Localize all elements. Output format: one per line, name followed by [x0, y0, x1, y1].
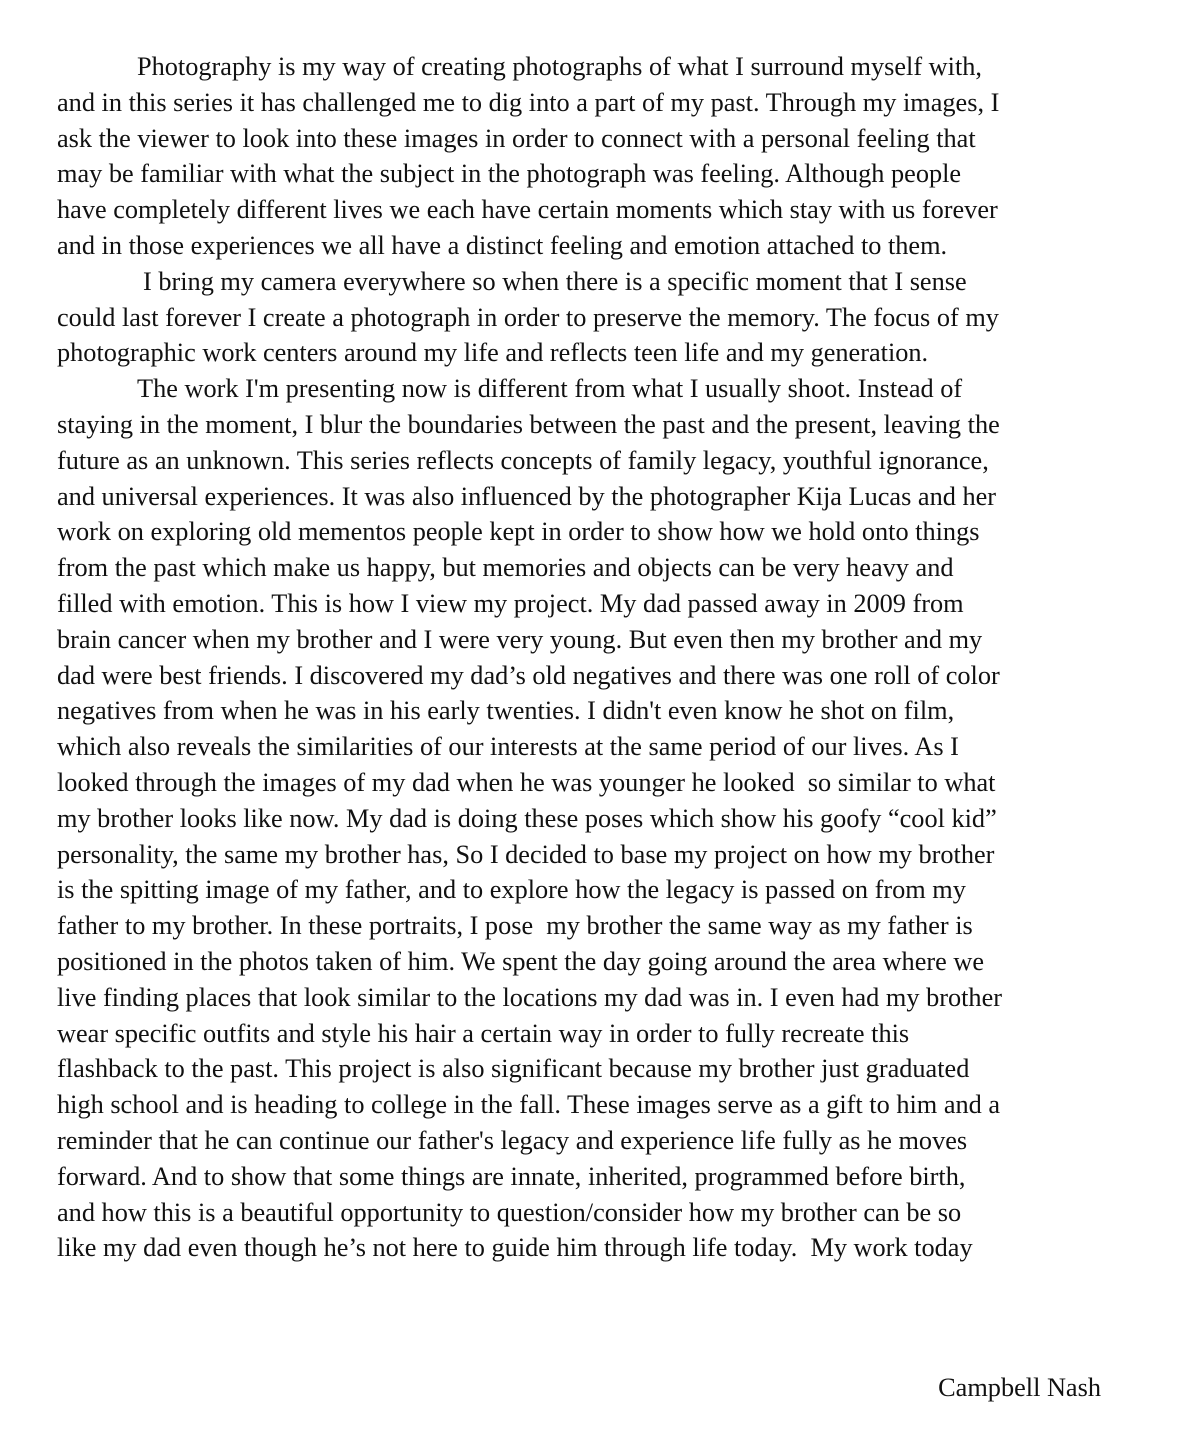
paragraph-3-line-15: is the spitting image of my father, and to explore how the legacy is passed on from my [57, 875, 966, 905]
paragraph-3-line-16: father to my brother. In these portraits, I pose my brother the same way as my father is [57, 911, 973, 941]
paragraph-3-line-12: looked through the images of my dad when he was younger he looked so similar to what [57, 767, 996, 797]
paragraph-3-line-11: which also reveals the similarities of our interests at the same period of our lives. As I [57, 732, 959, 762]
paragraph-3-line-7: filled with emotion. This is how I view my project. My dad passed away in 2009 from [57, 588, 964, 618]
paragraph-1-line-5: have completely different lives we each have certain moments which stay with us forever [57, 195, 998, 225]
paragraph-3-line-19: wear specific outfits and style his hair a certain way in order to fully recreate this [57, 1018, 910, 1048]
author-signature: Campbell Nash [938, 1373, 1101, 1402]
paragraph-3-line-3: future as an unknown. This series reflects concepts of family legacy, youthful ignorance, [57, 445, 989, 475]
paragraph-3-line-17: positioned in the photos taken of him. We spent the day going around the area where we [57, 946, 985, 976]
paragraph-3-line-14: personality, the same my brother has, So I decided to base my project on how my brother [57, 839, 995, 869]
paragraph-2-line-3: photographic work centers around my life and reflects teen life and my generation. [57, 338, 929, 368]
paragraph-2-line-1: I bring my camera everywhere so when there is a specific moment that I sense [143, 266, 967, 296]
paragraph-1-line-1: Photography is my way of creating photographs of what I surround myself with, [137, 52, 983, 81]
paragraph-1-line-6: and in those experiences we all have a distinct feeling and emotion attached to them. [57, 230, 948, 260]
paragraph-3-line-18: live finding places that look similar to the locations my dad was in. I even had my brother [57, 982, 1003, 1012]
artist-statement [57, 49, 1107, 1266]
paragraph-2-line-2: could last forever I create a photograph in order to preserve the memory. The focus of my [57, 302, 999, 332]
paragraph-3-line-20: flashback to the past. This project is also significant because my brother just graduated [57, 1054, 970, 1084]
paragraph-3-line-13: my brother looks like now. My dad is doing these poses which show his goofy “cool kid” [57, 803, 997, 833]
paragraph-3-line-6: from the past which make us happy, but memories and objects can be very heavy and [57, 553, 954, 583]
paragraph-1-line-4: may be familiar with what the subject in the photograph was feeling. Although people [57, 159, 962, 189]
paragraph-1-line-2: and in this series it has challenged me to dig into a part of my past. Through my images, I [57, 87, 1000, 117]
paragraph-3-line-1: The work I'm presenting now is different from what I usually shoot. Instead of [137, 374, 963, 404]
paragraph-3-line-5: work on exploring old mementos people kept in order to show how we hold onto things [57, 517, 980, 547]
paragraph-3-line-8: brain cancer when my brother and I were very young. But even then my brother and my [57, 624, 983, 654]
paragraph-3-line-21: high school and is heading to college in the fall. These images serve as a gift to him and a [57, 1090, 1001, 1120]
paragraph-3-line-2: staying in the moment, I blur the boundaries between the past and the present, leaving the [57, 409, 1000, 439]
paragraph-3-line-25: like my dad even though he’s not here to guide him through life today. My work today [57, 1233, 973, 1263]
paragraph-3-line-4: and universal experiences. It was also influenced by the photographer Kija Lucas and her [57, 481, 997, 511]
paragraph-1-line-3: ask the viewer to look into these images in order to connect with a personal feeling that [57, 123, 976, 153]
paragraph-3-line-23: forward. And to show that some things are innate, inherited, programmed before birth, [57, 1161, 966, 1191]
paragraph-3-line-24: and how this is a beautiful opportunity to question/consider how my brother can be so [57, 1197, 962, 1227]
paragraph-3-line-10: negatives from when he was in his early twenties. I didn't even know he shot on film, [57, 696, 955, 726]
paragraph-3-line-22: reminder that he can continue our father's legacy and experience life fully as he moves [57, 1125, 968, 1155]
paragraph-3-line-9: dad were best friends. I discovered my dad’s old negatives and there was one roll of color [57, 660, 1000, 690]
